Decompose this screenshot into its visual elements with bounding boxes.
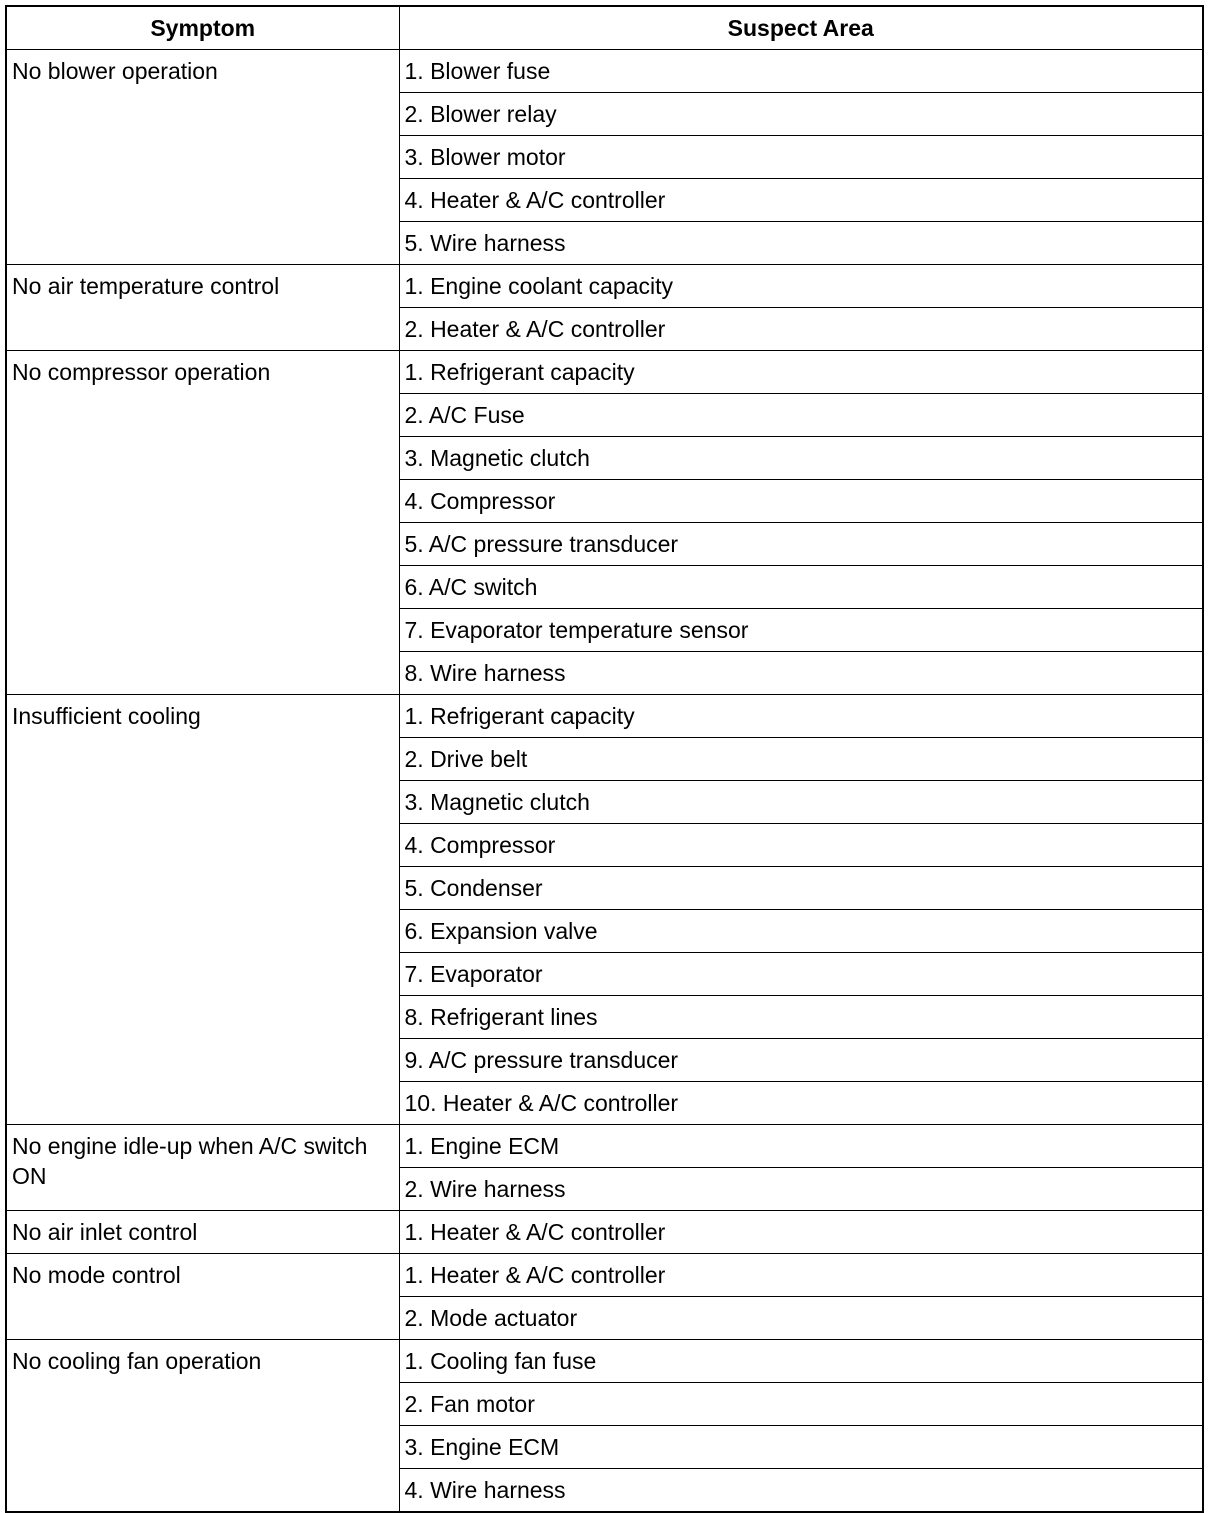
table-row <box>6 351 1203 394</box>
symptom-cell: No compressor operation <box>6 351 399 695</box>
suspect-area-cell: 5. Condenser <box>399 867 1203 910</box>
suspect-area-cell: 4. Compressor <box>399 480 1203 523</box>
suspect-area-cell: 1. Refrigerant capacity <box>399 351 1203 394</box>
suspect-area-cell: 8. Wire harness <box>399 652 1203 695</box>
symptom-cell: No mode control <box>6 1254 399 1340</box>
suspect-area-cell: 8. Refrigerant lines <box>399 996 1203 1039</box>
suspect-area-cell: 2. A/C Fuse <box>399 394 1203 437</box>
table-row <box>6 1125 1203 1168</box>
suspect-area-cell: 5. A/C pressure transducer <box>399 523 1203 566</box>
suspect-area-cell: 1. Refrigerant capacity <box>399 695 1203 738</box>
suspect-area-cell: 1. Cooling fan fuse <box>399 1340 1203 1383</box>
header-suspect-area: Suspect Area <box>399 6 1203 50</box>
suspect-area-cell: 9. A/C pressure transducer <box>399 1039 1203 1082</box>
suspect-area-cell: 7. Evaporator <box>399 953 1203 996</box>
suspect-area-cell: 6. A/C switch <box>399 566 1203 609</box>
suspect-area-cell: 1. Engine coolant capacity <box>399 265 1203 308</box>
table-header-row <box>6 6 1203 50</box>
suspect-area-cell: 3. Magnetic clutch <box>399 781 1203 824</box>
suspect-area-cell: 2. Fan motor <box>399 1383 1203 1426</box>
table-row <box>6 265 1203 308</box>
symptom-cell: No air inlet control <box>6 1211 399 1254</box>
suspect-area-cell: 1. Engine ECM <box>399 1125 1203 1168</box>
symptom-cell: No blower operation <box>6 50 399 265</box>
table-row <box>6 1254 1203 1297</box>
suspect-area-cell: 4. Wire harness <box>399 1469 1203 1513</box>
suspect-area-cell: 3. Blower motor <box>399 136 1203 179</box>
table-row <box>6 695 1203 738</box>
suspect-area-cell: 7. Evaporator temperature sensor <box>399 609 1203 652</box>
symptom-cell: Insufficient cooling <box>6 695 399 1125</box>
suspect-area-cell: 1. Heater & A/C controller <box>399 1254 1203 1297</box>
suspect-area-cell: 1. Heater & A/C controller <box>399 1211 1203 1254</box>
suspect-area-cell: 3. Magnetic clutch <box>399 437 1203 480</box>
suspect-area-cell: 4. Compressor <box>399 824 1203 867</box>
suspect-area-cell: 5. Wire harness <box>399 222 1203 265</box>
table-body <box>6 50 1203 1513</box>
symptom-cell: No engine idle-up when A/C switch ON <box>6 1125 399 1211</box>
symptom-cell: No cooling fan operation <box>6 1340 399 1513</box>
table-row <box>6 50 1203 93</box>
suspect-area-cell: 2. Wire harness <box>399 1168 1203 1211</box>
troubleshooting-table <box>5 5 1204 1513</box>
suspect-area-cell: 2. Mode actuator <box>399 1297 1203 1340</box>
suspect-area-cell: 2. Drive belt <box>399 738 1203 781</box>
suspect-area-cell: 6. Expansion valve <box>399 910 1203 953</box>
suspect-area-cell: 2. Blower relay <box>399 93 1203 136</box>
symptom-cell: No air temperature control <box>6 265 399 351</box>
suspect-area-cell: 4. Heater & A/C controller <box>399 179 1203 222</box>
suspect-area-cell: 1. Blower fuse <box>399 50 1203 93</box>
suspect-area-cell: 10. Heater & A/C controller <box>399 1082 1203 1125</box>
header-symptom: Symptom <box>6 6 399 50</box>
table-row <box>6 1211 1203 1254</box>
suspect-area-cell: 3. Engine ECM <box>399 1426 1203 1469</box>
table-row <box>6 1340 1203 1383</box>
suspect-area-cell: 2. Heater & A/C controller <box>399 308 1203 351</box>
